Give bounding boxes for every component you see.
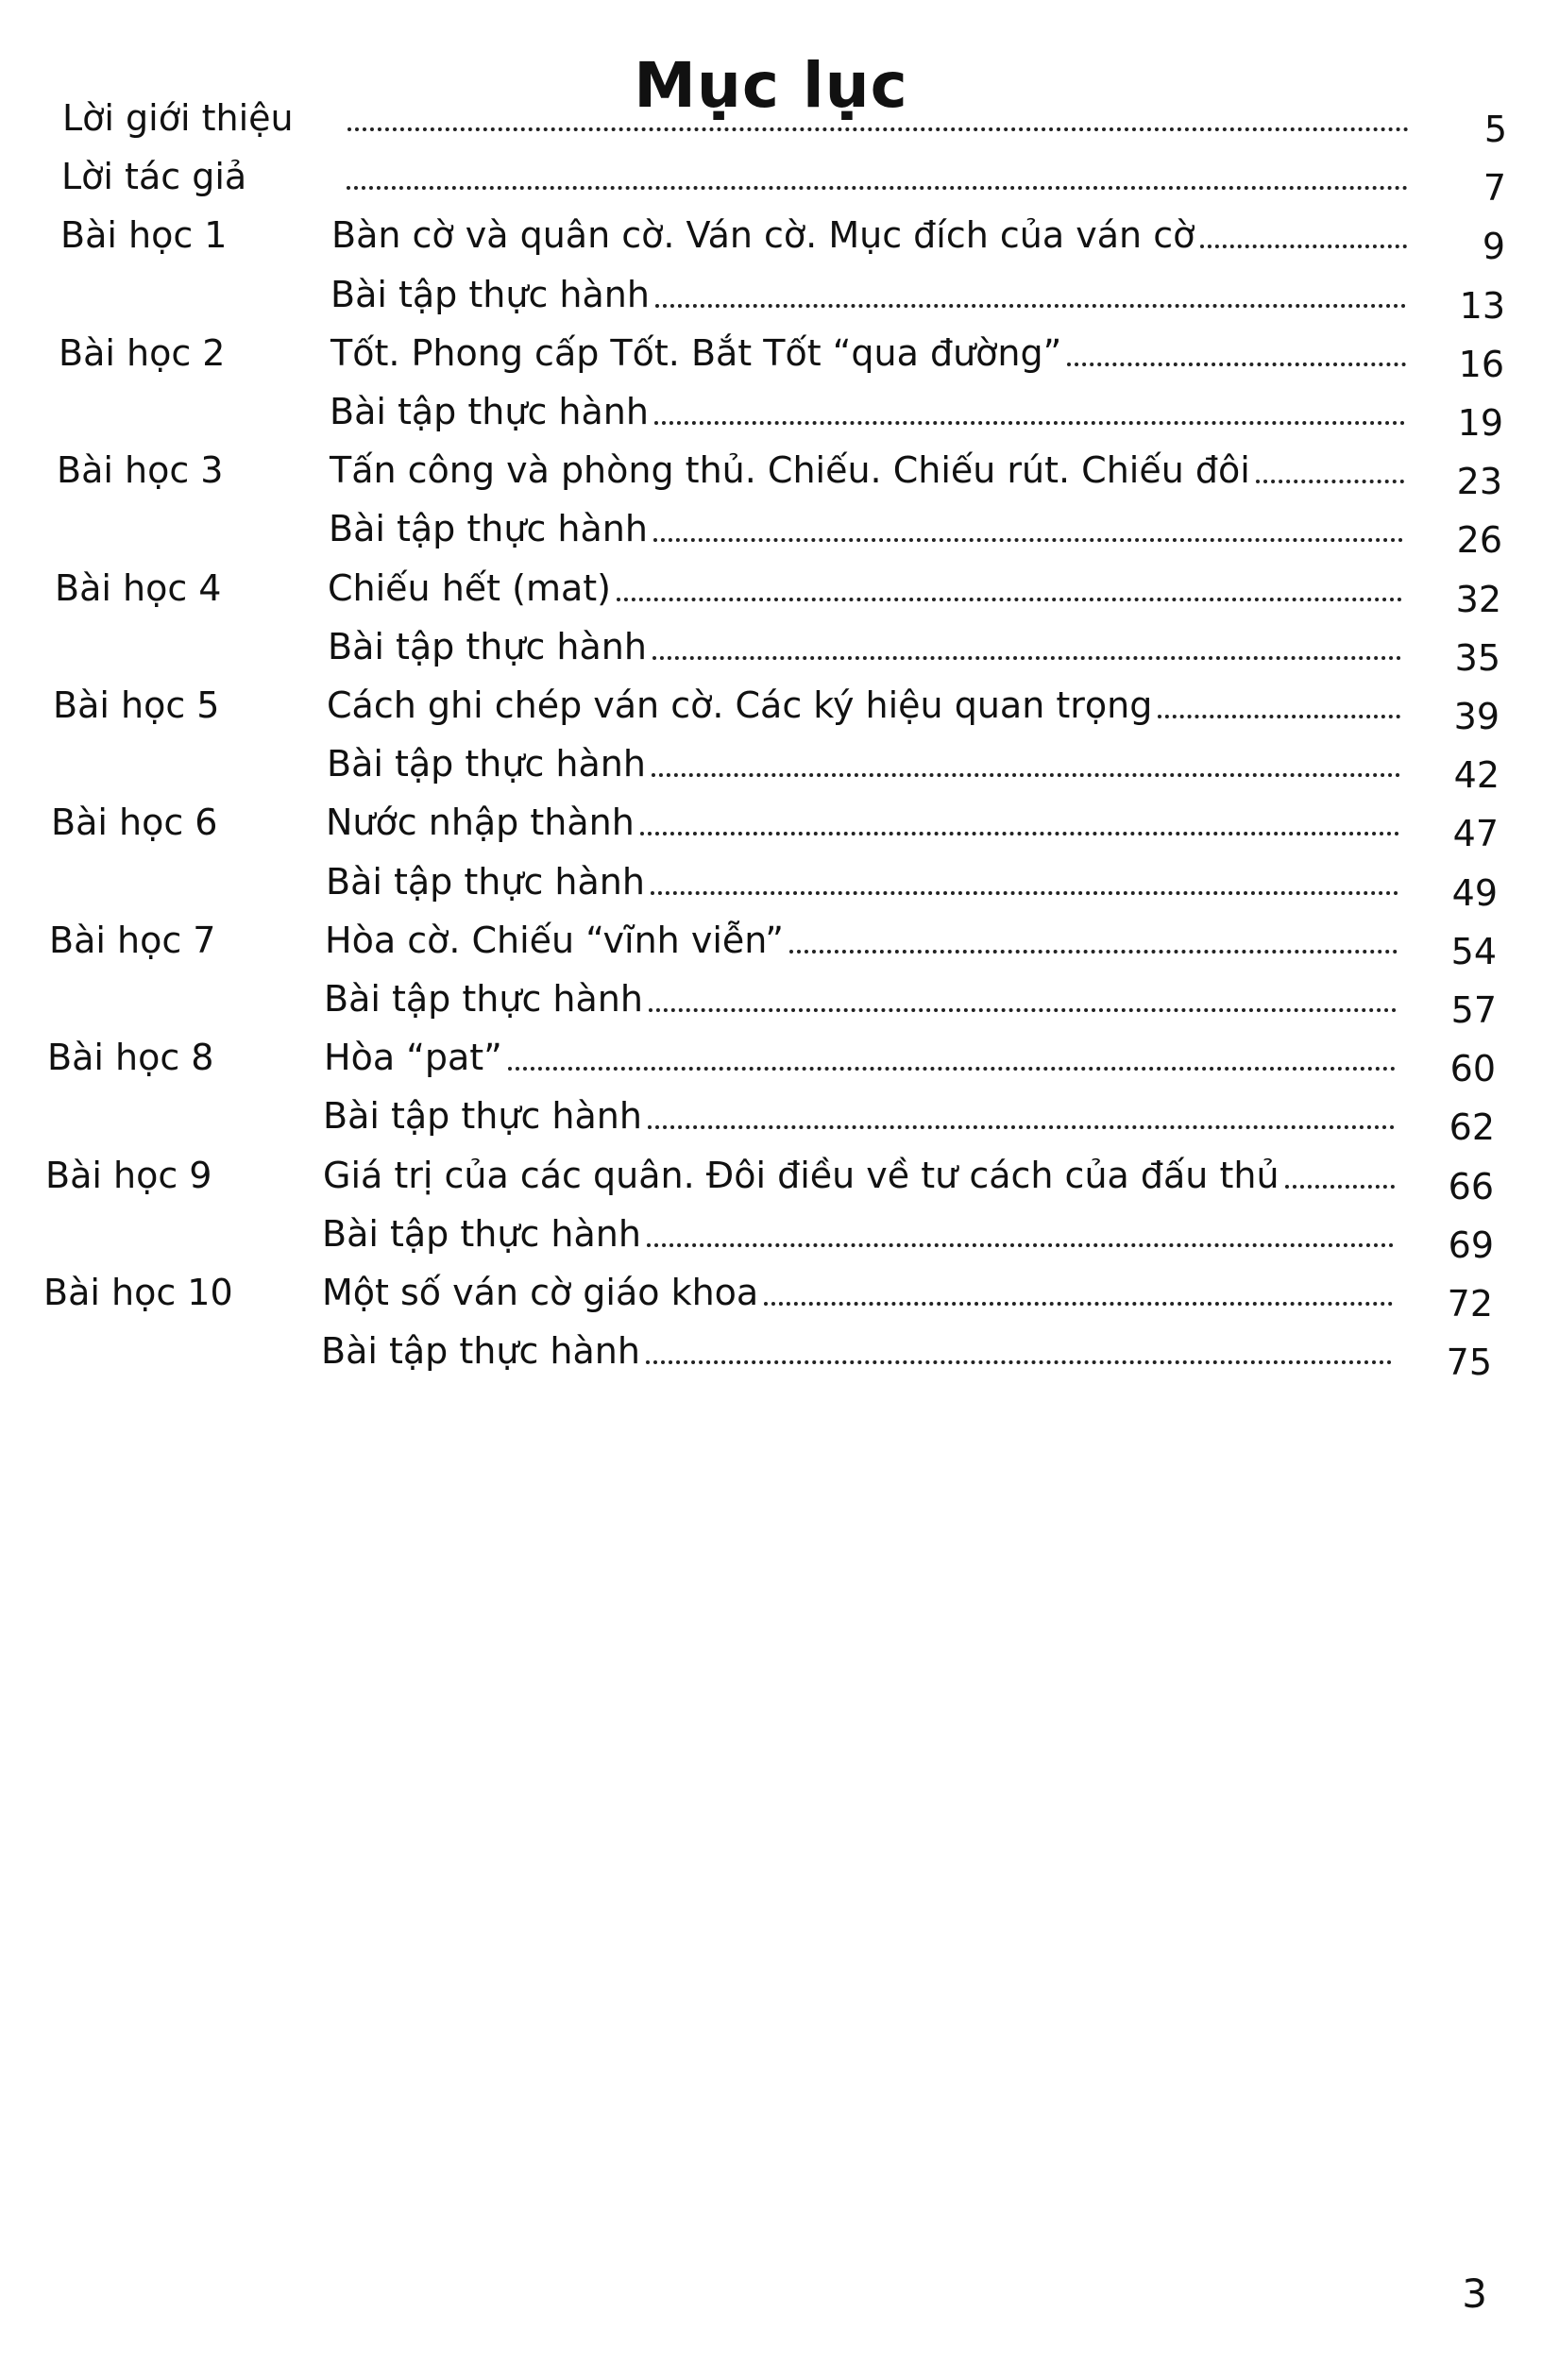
dot-leader [1285,1185,1395,1189]
toc-entry [323,1147,1402,1204]
toc-lesson-label: Bài học 5 [53,684,220,726]
toc-entry-title: Bài tập thực hành [328,626,647,667]
toc-entry [322,1206,1401,1262]
toc-entry [342,90,1416,146]
toc-row [0,442,1542,502]
toc-lesson-label: Bài học 10 [43,1272,233,1313]
toc-page-number: 69 [1448,1224,1494,1266]
toc-entry [329,500,1411,557]
toc-page-number: 13 [1459,285,1505,327]
toc-row [0,735,1542,796]
dot-leader [1158,715,1400,718]
toc-entry-title: Giá trị của các quân. Đôi điều về tư cách của đấu thủ [323,1155,1279,1196]
dot-leader [652,773,1400,777]
toc-page-number: 16 [1458,344,1504,385]
toc-row [0,853,1542,914]
toc-entry-title: Một số ván cờ giáo khoa [322,1272,759,1313]
toc-lesson-label: Bài học 4 [55,567,222,609]
toc-row [0,1264,1542,1325]
dot-leader [652,656,1401,660]
toc-entry [328,618,1409,675]
toc-page-number: 57 [1450,989,1497,1031]
toc-entry [330,383,1413,440]
toc-row [0,1147,1542,1207]
dot-leader [617,598,1402,601]
toc-entry-title: Hòa cờ. Chiếu “vĩnh viễn” [325,920,784,961]
toc-page-number: 5 [1483,109,1507,150]
toc-row [0,90,1542,150]
toc-row [0,1029,1542,1089]
toc-entry-title: Hòa “pat” [324,1037,502,1078]
toc-entry [327,735,1408,792]
toc-entry [324,971,1404,1027]
toc-page-number: 35 [1454,637,1500,679]
toc-row [0,560,1542,620]
toc-entry [330,266,1414,323]
toc-row [0,971,1542,1031]
dot-leader [789,950,1398,954]
toc-row [0,1323,1542,1383]
toc-page-number: 62 [1449,1106,1495,1148]
toc-entry [330,325,1414,381]
toc-row [0,148,1542,209]
dot-leader [654,421,1405,425]
toc-entry-title: Cách ghi chép ván cờ. Các ký hiệu quan trọng [327,684,1153,726]
toc-entry-title: Bài tập thực hành [327,743,646,785]
dot-leader [1067,363,1406,366]
toc-lesson-label: Bài học 1 [60,214,228,256]
toc-page-number: 39 [1453,696,1500,737]
toc-entry [328,560,1410,616]
toc-page-number: 72 [1447,1283,1493,1325]
toc-lesson-label: Lời giới thiệu [62,97,294,139]
toc-entry-title: Bài tập thực hành [330,391,649,432]
toc-entry-title: Bài tập thực hành [321,1330,640,1372]
toc-entry [326,853,1406,910]
page-title: Mục lục [634,49,908,122]
toc-lesson-label: Bài học 7 [49,920,216,961]
toc-entry-title: Tốt. Phong cấp Tốt. Bắt Tốt “qua đường” [330,332,1062,374]
toc-entry-title: Chiếu hết (mat) [328,567,612,609]
toc-entry-title: Bàn cờ và quân cờ. Ván cờ. Mục đích của ván cờ [331,214,1195,256]
toc-entry [324,1029,1403,1086]
toc-lesson-label: Bài học 8 [47,1037,214,1078]
toc-entry [325,912,1405,969]
toc-entry [327,677,1408,734]
toc-page-number: 19 [1457,402,1503,444]
dot-leader [648,1125,1395,1129]
page-number: 3 [1462,2270,1487,2317]
toc-entry [321,1323,1399,1379]
toc-entry-title: Tấn công và phòng thủ. Chiếu. Chiếu rút. Chiếu đôi [330,449,1250,491]
toc-lesson-label: Lời tác giả [61,156,247,197]
toc-page-number: 75 [1446,1342,1492,1383]
toc-page-number: 9 [1482,226,1505,267]
dot-leader [1200,245,1407,248]
toc-entry-title: Bài tập thực hành [323,1095,642,1137]
toc-lesson-label: Bài học 3 [57,449,224,491]
toc-entry [330,442,1412,498]
toc-row [0,266,1542,327]
toc-entry [322,1264,1400,1321]
toc-entry-title: Bài tập thực hành [329,508,648,549]
dot-leader [764,1302,1393,1306]
toc-page-number: 49 [1451,872,1498,914]
toc-row [0,383,1542,444]
toc-page-number: 42 [1453,754,1500,796]
toc-page-number: 66 [1448,1166,1494,1207]
toc-page-number: 32 [1455,579,1501,620]
toc-row [0,325,1542,385]
toc-row [0,618,1542,679]
toc-page-number: 54 [1450,931,1497,972]
toc-page-number: 47 [1452,813,1499,854]
dot-leader [655,304,1406,308]
dot-leader [640,832,1399,836]
toc-lesson-label: Bài học 6 [51,802,218,843]
toc-row [0,677,1542,737]
toc-page-number: 23 [1456,461,1502,502]
dot-leader [649,1008,1397,1012]
toc-entry [341,148,1415,205]
toc-entry-title: Bài tập thực hành [322,1213,641,1255]
dot-leader [508,1067,1396,1071]
dot-leader [1256,480,1404,483]
dot-leader [646,1360,1392,1364]
toc-row [0,794,1542,854]
toc-entry [331,207,1415,263]
toc-page-number: 60 [1449,1048,1496,1089]
toc-page-number: 26 [1456,519,1502,561]
dot-leader [651,891,1398,895]
toc-lesson-label: Bài học 2 [59,332,226,374]
toc-row [0,1088,1542,1148]
toc-entry [326,794,1407,851]
toc-entry-title: Bài tập thực hành [324,978,643,1020]
toc-row [0,1206,1542,1266]
toc-entry-title: Bài tập thực hành [326,861,645,903]
toc-row [0,500,1542,561]
toc-entry [323,1088,1402,1144]
toc-page-number: 7 [1483,167,1506,209]
toc-row [0,207,1542,267]
dot-leader [647,1243,1394,1247]
toc-row [0,912,1542,972]
toc-entry-title: Nước nhập thành [326,802,635,843]
dot-leader [653,538,1403,542]
toc-lesson-label: Bài học 9 [45,1155,212,1196]
toc-entry-title: Bài tập thực hành [330,274,650,315]
dot-leader [347,186,1408,190]
dot-leader [347,127,1409,131]
